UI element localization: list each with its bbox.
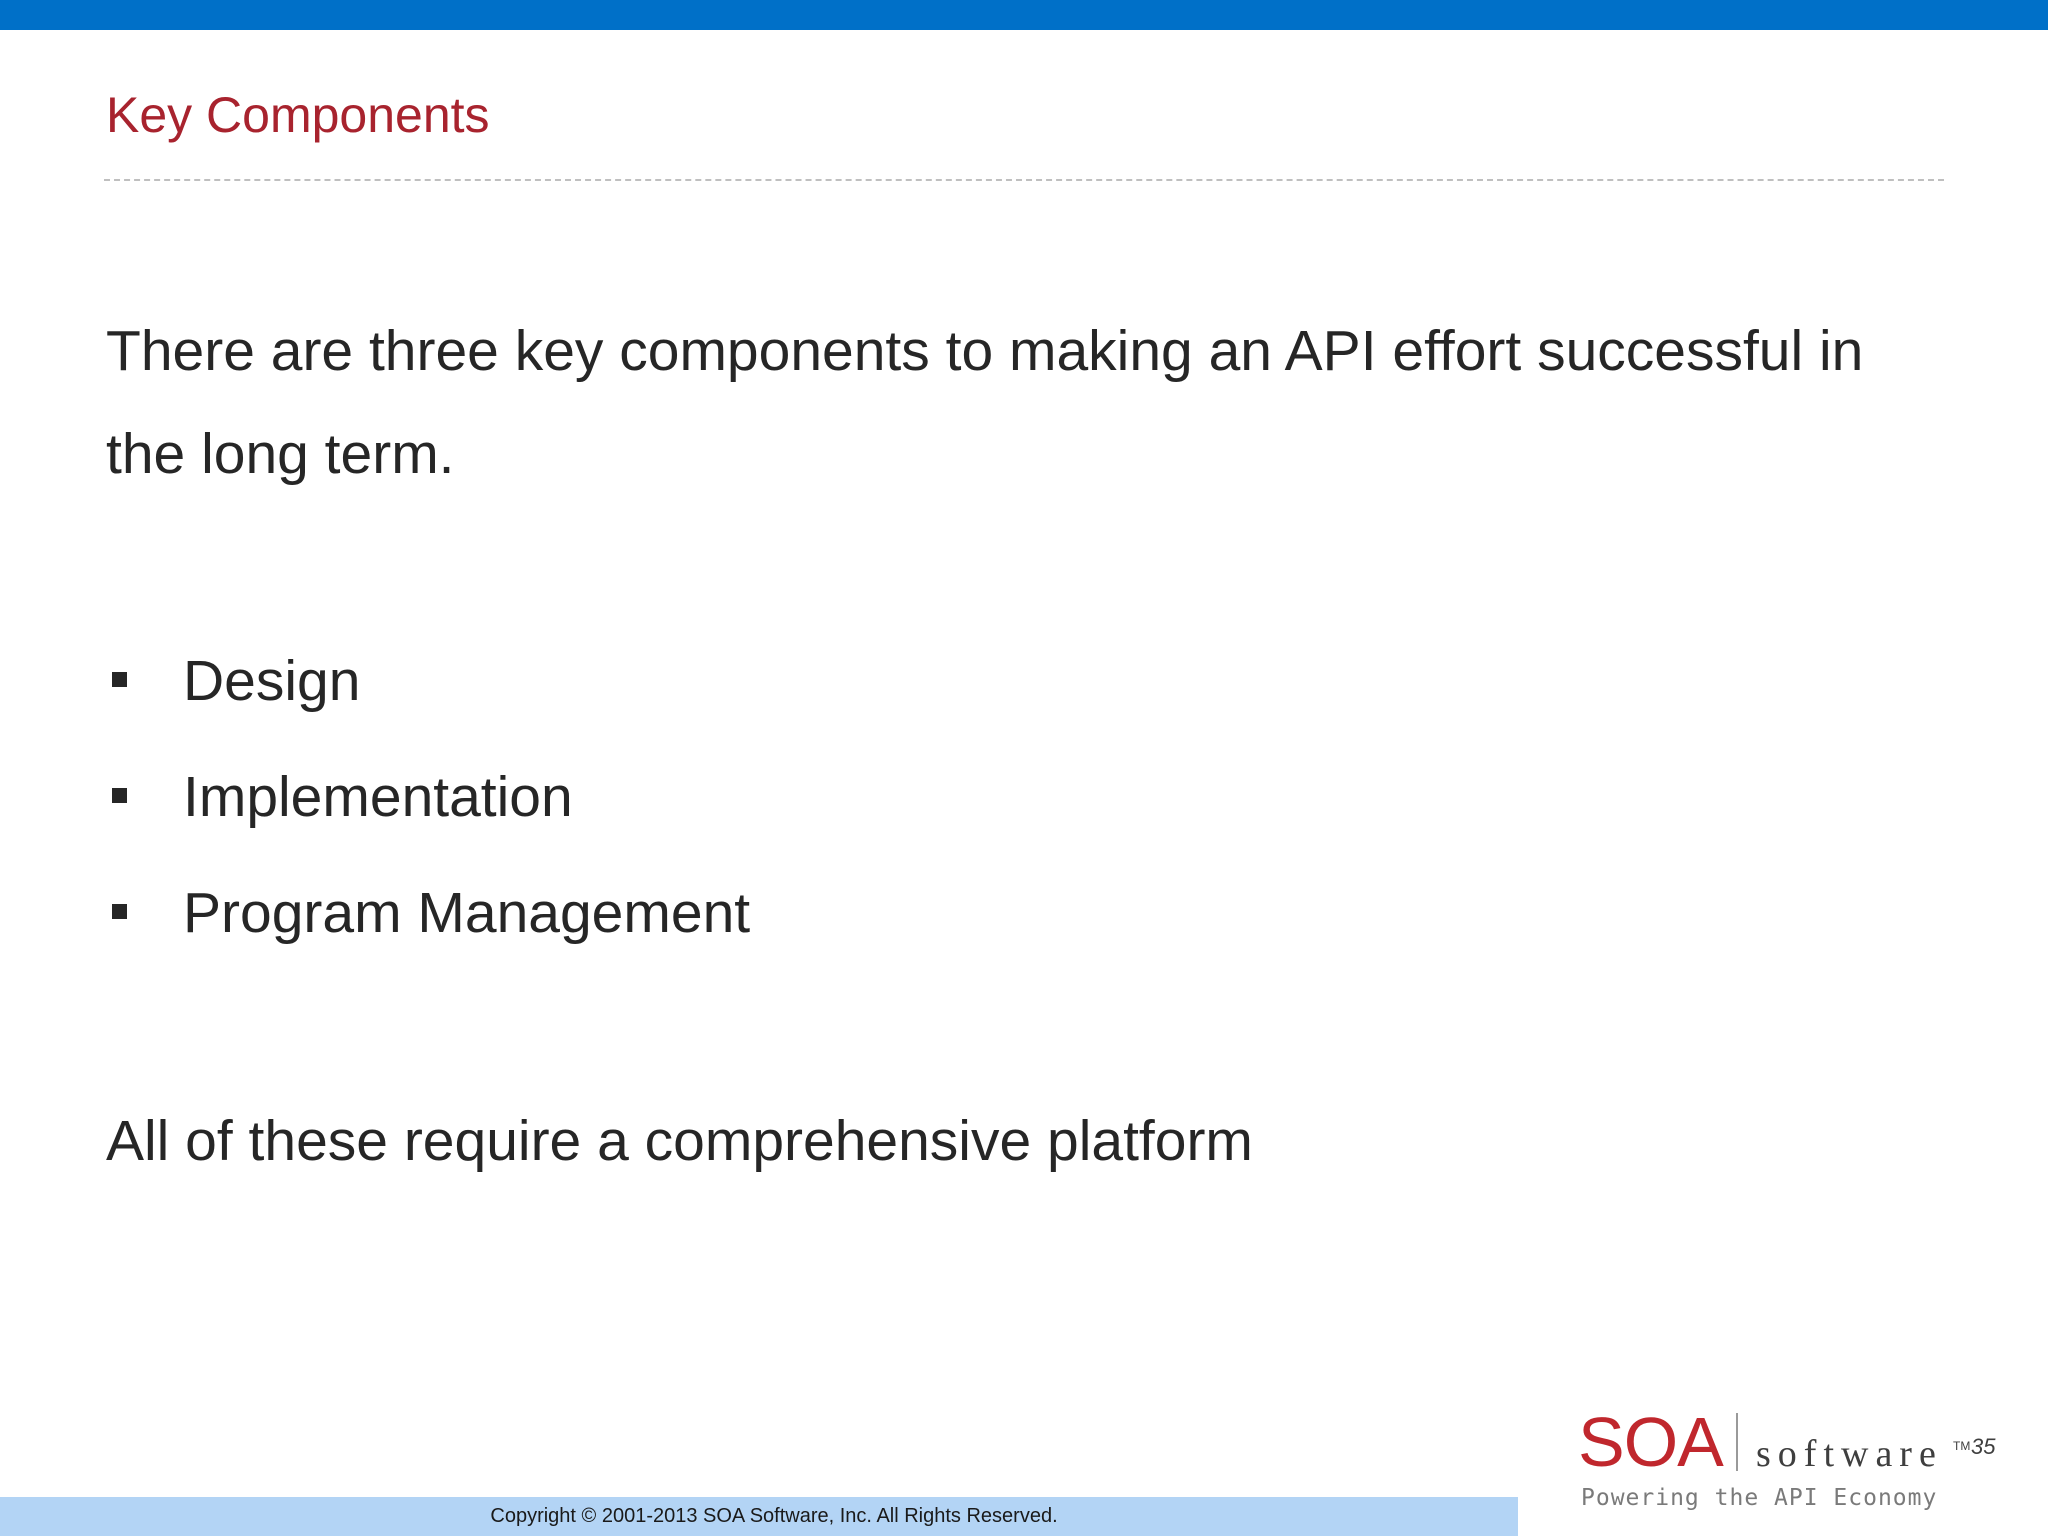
logo-mark: SOA xyxy=(1578,1403,1723,1481)
logo-wordmark: software xyxy=(1756,1433,1943,1475)
footer-bar xyxy=(0,1497,1518,1536)
page-number: 35 xyxy=(1971,1434,1996,1459)
square-bullet-icon xyxy=(112,904,127,919)
intro-text: There are three key components to making an API effort successful in the long term. xyxy=(106,319,1864,486)
square-bullet-icon xyxy=(112,788,127,803)
square-bullet-icon xyxy=(112,672,127,687)
bullet-label: Implementation xyxy=(183,765,573,829)
logo-tagline: Powering the API Economy xyxy=(1581,1485,1938,1511)
trademark-symbol: TM xyxy=(1953,1439,1971,1453)
bullet-label: Program Management xyxy=(183,881,751,945)
bullet-label: Design xyxy=(183,649,361,713)
closing-text: All of these require a comprehensive platform xyxy=(106,1109,1253,1173)
logo-separator xyxy=(1736,1413,1738,1471)
top-accent-bar xyxy=(0,0,2048,30)
copyright-text: Copyright © 2001-2013 SOA Software, Inc. All Rights Reserved. xyxy=(490,1505,1058,1527)
soa-software-logo xyxy=(1578,1405,2018,1520)
title-divider xyxy=(104,179,1944,181)
slide-title: Key Components xyxy=(106,87,490,143)
